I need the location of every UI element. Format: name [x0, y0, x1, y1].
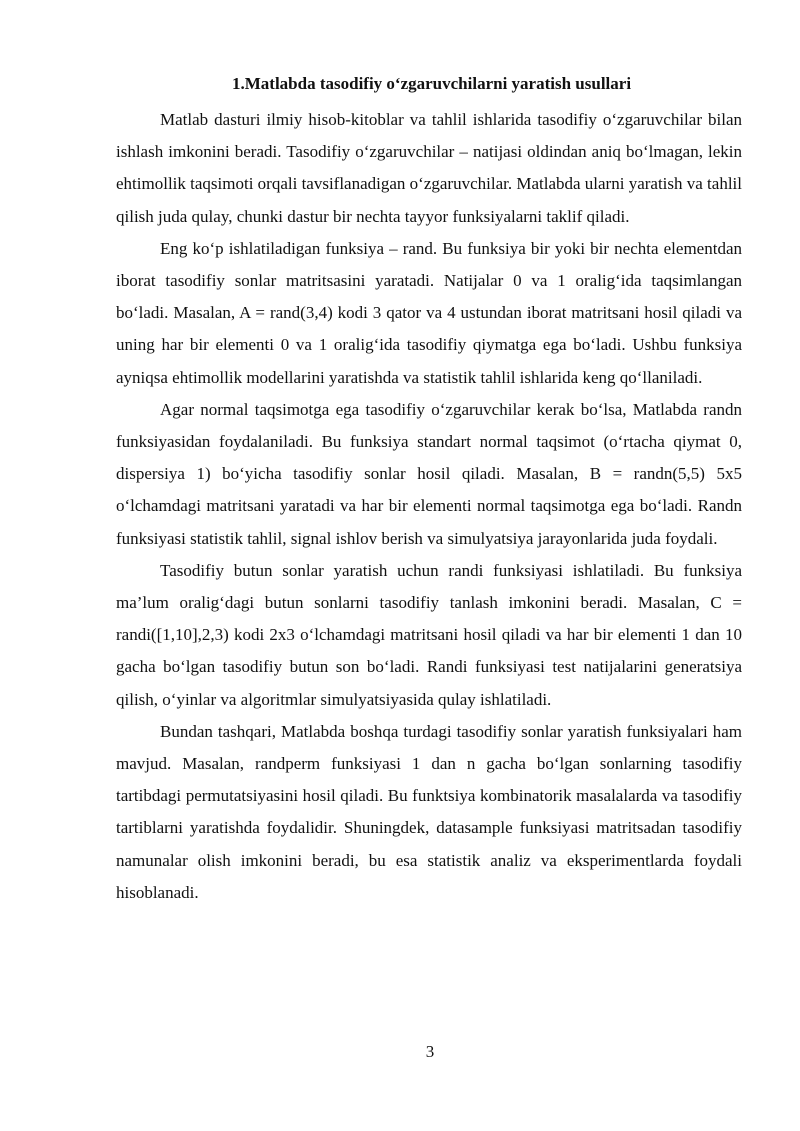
paragraph-other-functions: Bundan tashqari, Matlabda boshqa turdagi tasodifiy sonlar yaratish funksiyalari ham mavjud. Masalan, randperm funksiyasi 1 dan n gacha bo‘lgan sonlarning tasodifiy tartibdagi permutatsiyasini hosil qiladi. Bu funktsiya kombinatorik masalalarda va tasodifiy tartiblarni yaratishda foydalidir. Shuningdek, datasample funksiyasi matritsadan tasodifiy namunalar olish imkonini beradi, bu esa statistik analiz va eksperimentlarda foydali hisoblanadi.: [116, 721, 742, 902]
page-number: 3: [425, 1042, 435, 1061]
document-page: [116, 72, 742, 909]
paragraph-randi: Tasodifiy butun sonlar yaratish uchun randi funksiyasi ishlatiladi. Bu funksiya ma’lum oralig‘dagi butun sonlarni tasodifiy tanlash imkonini beradi. Masalan, C = randi([1,10],2,3) kodi 2x3 o‘lchamdagi matritsani hosil qiladi va har bir elementi 1 dan 10 gacha bo‘lgan tasodifiy butun son bo‘ladi. Randi funksiyasi test natijalarini generatsiya qilish, o‘yinlar va algoritmlar simulyatsiyasida qulay ishlatiladi.: [116, 560, 742, 709]
paragraph-intro: Matlab dasturi ilmiy hisob-kitoblar va tahlil ishlarida tasodifiy o‘zgaruvchilar bilan ishlash imkonini beradi. Tasodifiy o‘zgaruvchilar – natijasi oldindan aniq bo‘lmagan, lekin ehtimollik taqsimoti orqali tavsiflanadigan o‘zgaruvchilar. Matlabda ularni yaratish va tahlil qilish juda qulay, chunki dastur bir nechta tayyor funksiyalarni taklif qiladi.: [116, 110, 742, 226]
paragraph-rand: Eng ko‘p ishlatiladigan funksiya – rand. Bu funksiya bir yoki bir nechta elementdan iborat tasodifiy sonlar matritsasini yaratadi. Natijalar 0 va 1 oralig‘ida taqsimlangan bo‘ladi. Masalan, A = rand(3,4) kodi 3 qator va 4 ustundan iborat matritsani hosil qiladi va uning har bir elementi 0 va 1 oralig‘ida tasodifiy qiymatga ega bo‘ladi. Ushbu funksiya ayniqsa ehtimollik modellarini yaratishda va statistik tahlil ishlarida keng qo‘llaniladi.: [116, 238, 742, 387]
section-title: 1.Matlabda tasodifiy o‘zgaruvchilarni yaratish usullari: [232, 74, 632, 93]
paragraph-randn: Agar normal taqsimotga ega tasodifiy o‘zgaruvchilar kerak bo‘lsa, Matlabda randn funksiyasidan foydalaniladi. Bu funksiya standart normal taqsimot (o‘rtacha qiymat 0, dispersiya 1) bo‘yicha tasodifiy sonlar hosil qiladi. Masalan, B = randn(5,5) 5x5 o‘lchamdagi matritsani yaratadi va har bir elementi normal taqsimotga ega bo‘ladi. Randn funksiyasi statistik tahlil, signal ishlov berish va simulyatsiya jarayonlarida juda foydali.: [116, 399, 742, 548]
